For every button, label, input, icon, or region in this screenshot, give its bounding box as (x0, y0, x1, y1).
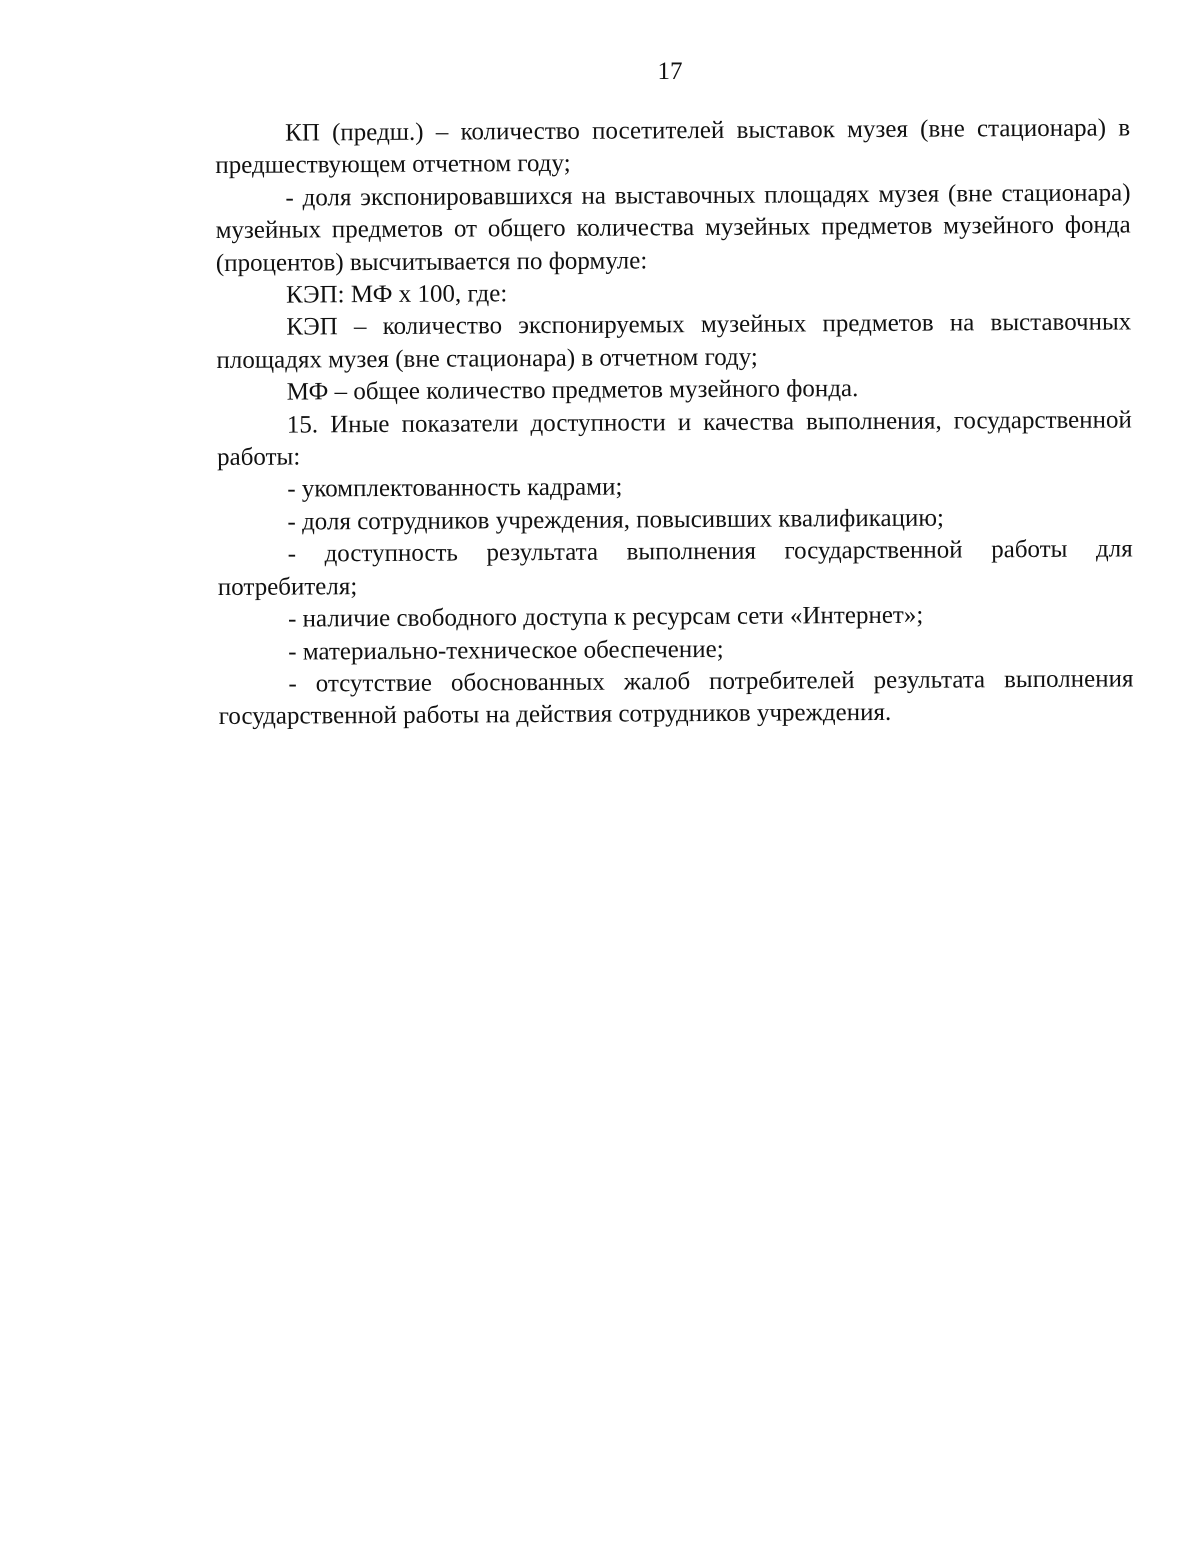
paragraph-section-15: 15. Иные показатели доступности и качества выполнения, государственной работы: (216, 406, 1132, 472)
list-item-qualification: - доля сотрудников учреждения, повысивших квалификацию; (287, 504, 945, 536)
paragraph-exhibited-share: - доля экспонировавшихся на выставочных площадях музея (вне стационара) музейных предметов от общего количества музейных предметов музейного фонда (процентов) высчитывается по формуле: (215, 179, 1131, 277)
document-body (215, 112, 1134, 733)
paragraph-formula: КЭП: МФ х 100, где: (286, 280, 508, 309)
page-number: 17 (657, 58, 683, 85)
list-item-no-complaints: - отсутствие обоснованных жалоб потребителей результата выполнения государственной работы на действия сотрудников учреждения. (218, 665, 1134, 731)
paragraph-mf-definition: МФ – общее количество предметов музейного фонда. (286, 375, 859, 406)
paragraph-kep-definition: КЭП – количество экспонируемых музейных предметов на выставочных площадях музея (вне стационара) в отчетном году; (216, 308, 1132, 374)
paragraph-kp-prev: КП (предш.) – количество посетителей выставок музея (вне стационара) в предшествующем отчетном году; (215, 114, 1131, 180)
list-item-internet-access: - наличие свободного доступа к ресурсам сети «Интернет»; (287, 601, 924, 633)
list-item-staffing: - укомплектованность кадрами; (287, 473, 623, 504)
list-item-material-support: - материально-техническое обеспечение; (288, 635, 724, 666)
list-item-availability: - доступность результата выполнения государственной работы для потребителя; (217, 535, 1133, 601)
